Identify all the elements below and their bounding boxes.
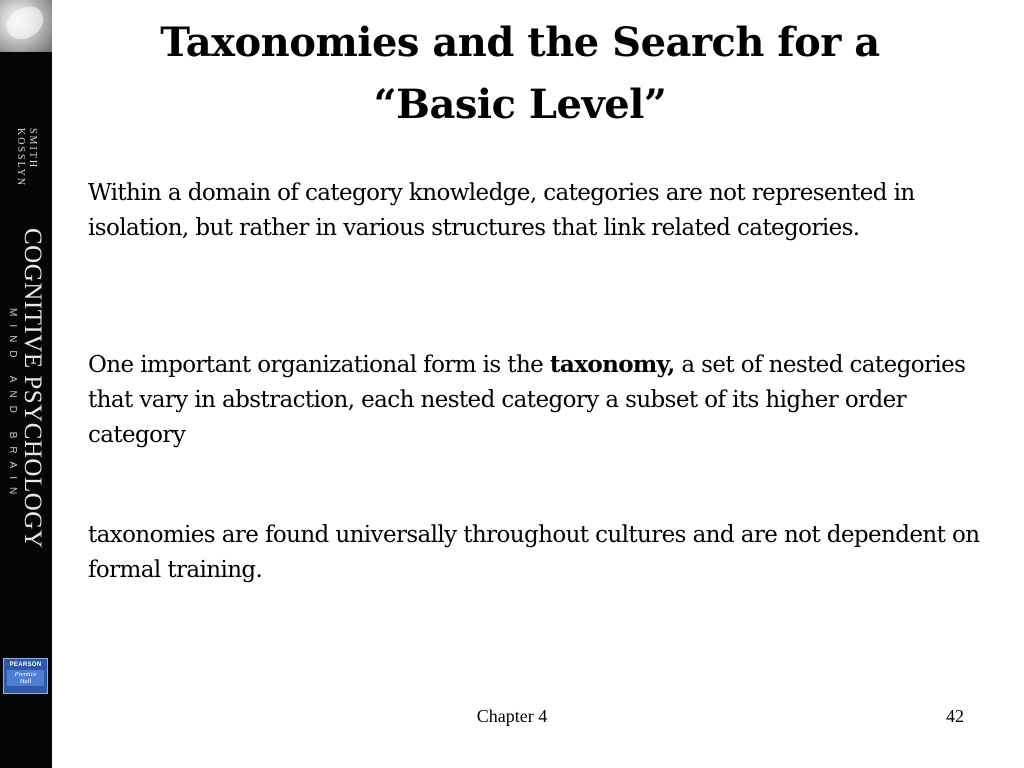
spine-authors	[14, 128, 38, 187]
publisher-logo	[3, 658, 48, 694]
footer-chapter: Chapter 4	[476, 706, 548, 726]
slide-title-line2: “Basic Level”	[373, 81, 667, 128]
cover-art-shape	[2, 2, 48, 43]
publisher-imprint-line1: Prentice	[14, 671, 37, 678]
publisher-name: PEARSON	[9, 662, 42, 668]
publisher-imprint-line2: Hall	[19, 678, 32, 685]
spine-author-2: KOSSLYN	[15, 128, 26, 188]
body-paragraph-2	[88, 347, 988, 453]
slide-title	[60, 12, 980, 136]
cover-art-image	[0, 0, 52, 52]
paragraph-2-rest: a set of nested categories that vary in abstraction, each nested category a subset of its higher order category	[88, 352, 966, 448]
book-spine	[0, 0, 52, 768]
body-paragraph-1: Within a domain of category knowledge, categories are not represented in isolation, but rather in various structures that link related categories.	[88, 180, 915, 241]
spine-book-subtitle: MIND AND BRAIN	[7, 308, 18, 503]
slide-title-line1: Taxonomies and the Search for a	[160, 19, 880, 66]
publisher-imprint	[7, 670, 44, 686]
page-number: 42	[946, 706, 964, 726]
spine-book-title: COGNITIVE PSYCHOLOGY	[19, 228, 46, 549]
body-paragraph-3: taxonomies are found universally throughout cultures and are not dependent on formal training.	[88, 522, 980, 583]
spine-author-1: SMITH	[27, 128, 38, 170]
taxonomy-term: taxonomy,	[549, 351, 675, 378]
paragraph-2-lead: One important organizational form is the	[88, 352, 550, 378]
